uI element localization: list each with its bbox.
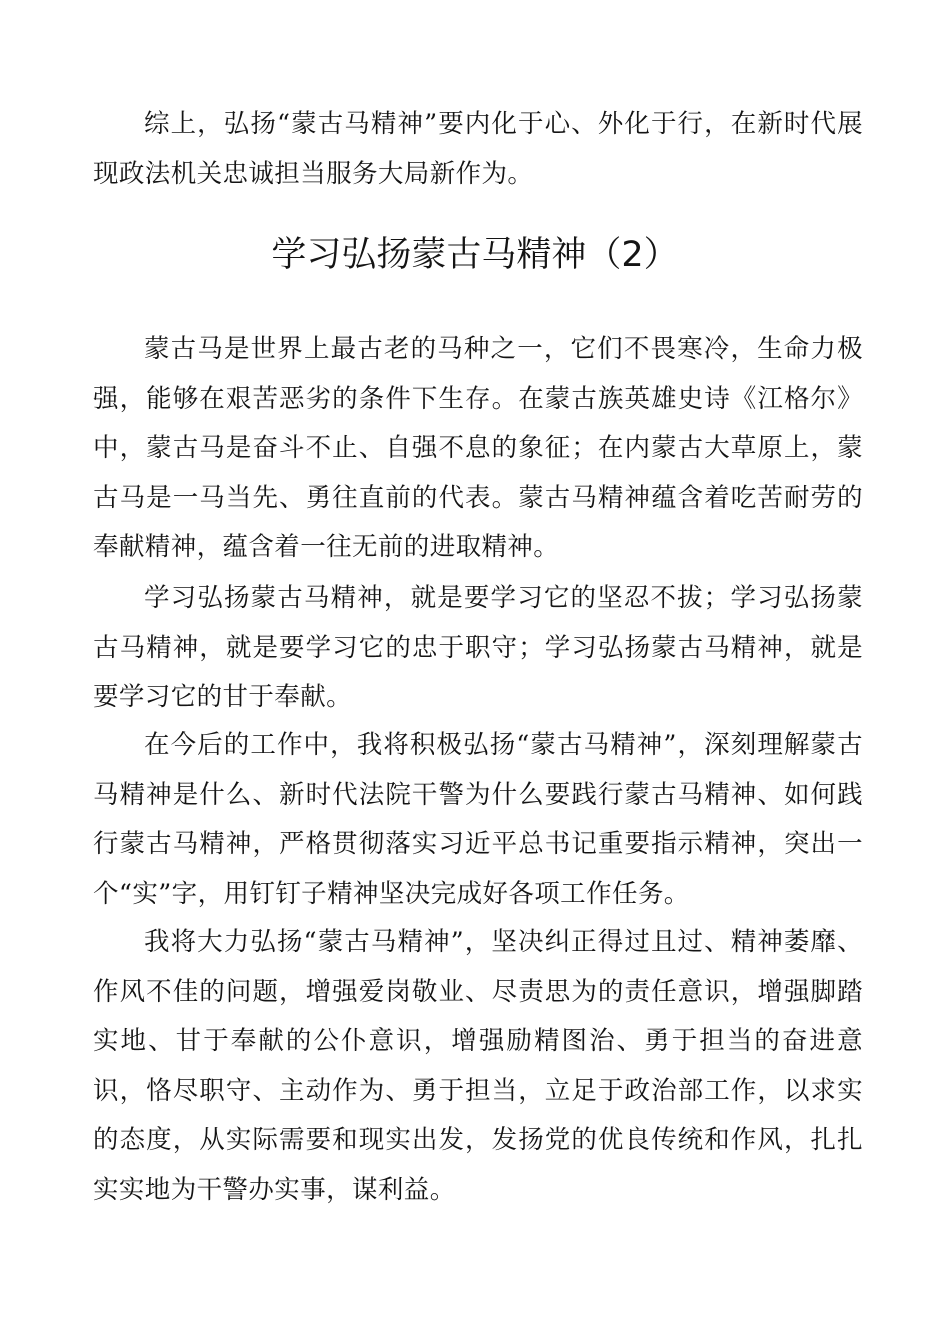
body-paragraph: 我将大力弘扬“蒙古马精神”，坚决纠正得过且过、精神萎靡、作风不佳的问题，增强爱岗敬业、尽责思为的责任意识，增强脚踏实地、甘于奉献的公仆意识，增强励精图治、勇于担当的奋进意识，恪尽职守、主动作为、勇于担当，立足于政治部工作，以求实的态度，从实际需要和现实出发，发扬党的优良传统和作风，扎扎实实地为干警办实事，谋利益。 — [93, 927, 863, 1205]
section-title: 学习弘扬蒙古马精神（2） — [271, 235, 679, 275]
body-paragraph: 蒙古马是世界上最古老的马种之一，它们不畏寒冷，生命力极强，能够在艰苦恶劣的条件下生存。在蒙古族英雄史诗《江格尔》中，蒙古马是奋斗不止、自强不息的象征；在内蒙古大草原上，蒙古马是一马当先、勇往直前的代表。蒙古马精神蕴含着吃苦耐劳的奉献精神，蕴含着一往无前的进取精神。 — [93, 334, 863, 562]
closing-paragraph: 综上，弘扬“蒙古马精神”要内化于心、外化于行，在新时代展现政法机关忠诚担当服务大局新作为。 — [93, 109, 863, 189]
body-paragraph: 在今后的工作中，我将积极弘扬“蒙古马精神”，深刻理解蒙古马精神是什么、新时代法院干警为什么要践行蒙古马精神、如何践行蒙古马精神，严格贯彻落实习近平总书记重要指示精神，突出一个“实”字，用钉钉子精神坚决完成好各项工作任务。 — [93, 730, 863, 909]
body-paragraph: 学习弘扬蒙古马精神，就是要学习它的坚忍不拔；学习弘扬蒙古马精神，就是要学习它的忠于职守；学习弘扬蒙古马精神，就是要学习它的甘于奉献。 — [93, 583, 863, 712]
